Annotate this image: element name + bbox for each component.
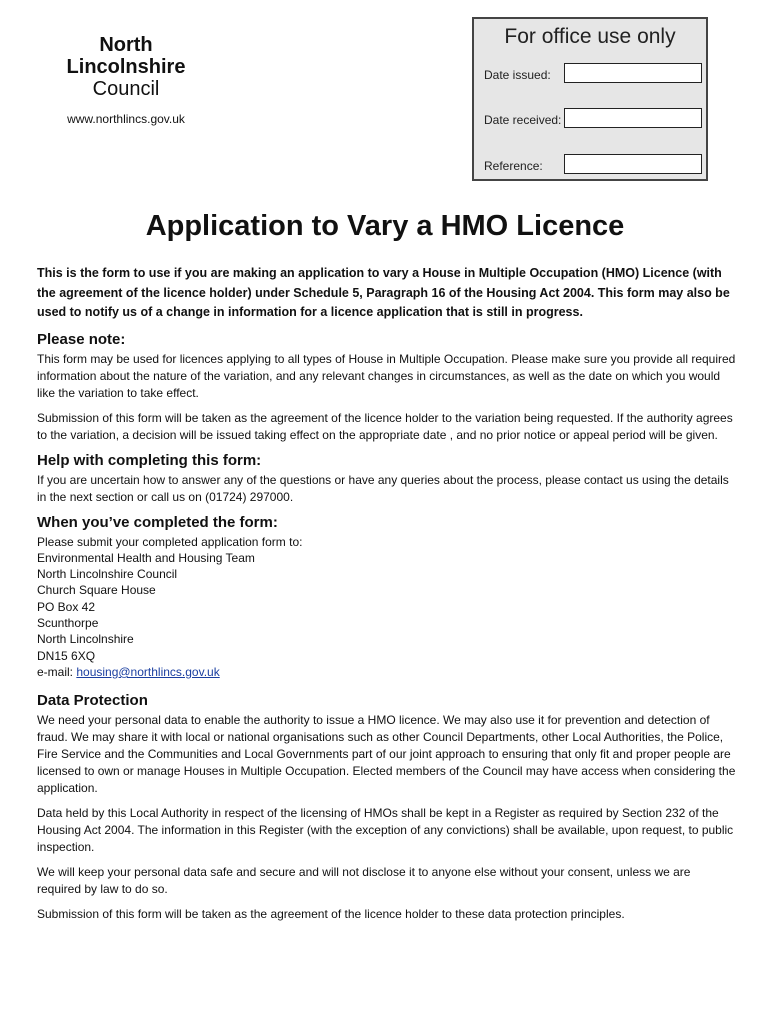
email-line bbox=[37, 664, 737, 680]
date-issued-field[interactable] bbox=[564, 63, 702, 83]
page-title: Application to Vary a HMO Licence bbox=[145, 210, 625, 242]
please-note-paragraph-1: This form may be used for licences applying to all types of House in Multiple Occupation. Please make sure you provide all required information about the nature of the variation, and any relevant changes in circumstances, as well as the date on which you would like the variation to take effect. bbox=[37, 351, 736, 400]
data-protection-paragraph-1: We need your personal data to enable the authority to issue a HMO licence. We may also use it for prevention and detection of fraud. We may share it with local or national organisations such as other Council Departments, other Local Authorities, the Police, Fire Service and the Communities and Local Governments part of our joint approach to ensuring that only fit and proper people are licensed to own or manage Houses in Multiple Occupation. Elected members of the Council may have access when considering the application. bbox=[37, 713, 736, 796]
date-received-field[interactable] bbox=[564, 108, 702, 128]
reference-field[interactable] bbox=[564, 154, 702, 174]
data-protection-heading: Data Protection bbox=[37, 692, 148, 710]
help-heading: Help with completing this form: bbox=[37, 451, 262, 469]
date-issued-label: Date issued: bbox=[484, 68, 551, 82]
logo-line-council: Council bbox=[92, 78, 160, 100]
email-label: e-mail: bbox=[37, 664, 77, 679]
form-content bbox=[37, 264, 737, 931]
help-paragraph: If you are uncertain how to answer any of the questions or have any queries about the process, please contact us using the details in the next section or call us on (01724) 297000. bbox=[37, 472, 729, 504]
logo-url: www.northlincs.gov.uk bbox=[67, 112, 185, 126]
logo-line-north: North bbox=[99, 34, 153, 56]
email-link[interactable]: housing@northlincs.gov.uk bbox=[76, 664, 220, 679]
data-protection-paragraph-4: Submission of this form will be taken as the agreement of the licence holder to these data protection principles. bbox=[37, 907, 625, 922]
office-use-box bbox=[472, 17, 708, 181]
address-line: PO Box 42 bbox=[37, 599, 96, 614]
postal-address bbox=[37, 534, 737, 681]
address-line: DN15 6XQ bbox=[37, 648, 96, 663]
completed-heading: When you’ve completed the form: bbox=[37, 513, 278, 531]
please-note-paragraph-2: Submission of this form will be taken as the agreement of the licence holder to the variation being requested. If the authority agrees to the variation, a decision will be issued taking effect on the appropriate date , and no prior notice or appeal period will be given. bbox=[37, 410, 733, 442]
address-line: Scunthorpe bbox=[37, 615, 99, 630]
council-logo bbox=[56, 34, 196, 126]
data-protection-paragraph-3: We will keep your personal data safe and secure and will not disclose it to anyone else without your consent, unless we are required by law to do so. bbox=[37, 865, 691, 897]
please-note-heading: Please note: bbox=[37, 330, 126, 348]
data-protection-paragraph-2: Data held by this Local Authority in respect of the licensing of HMOs shall be kept in a Register as required by Section 232 of the Housing Act 2004. The information in this Register (with the exception of any convictions) shall be available, upon request, to public inspection. bbox=[37, 806, 734, 855]
address-line: North Lincolnshire bbox=[37, 632, 134, 647]
address-line: North Lincolnshire Council bbox=[37, 567, 178, 582]
address-line: Environmental Health and Housing Team bbox=[37, 550, 255, 565]
address-line: Church Square House bbox=[37, 583, 156, 598]
intro-text: This is the form to use if you are making an application to vary a House in Multiple Occupation (HMO) Licence (with the agreement of the licence holder) under Schedule 5, Paragraph 16 of the Housing Act 2004. This form may also be used to notify us of a change in information for a licence application that is still in progress. bbox=[37, 266, 730, 319]
logo-line-lincolnshire: Lincolnshire bbox=[66, 56, 186, 78]
date-received-label: Date received: bbox=[484, 113, 562, 127]
address-line: Please submit your completed application form to: bbox=[37, 534, 303, 549]
reference-label: Reference: bbox=[484, 159, 543, 173]
office-use-title: For office use only bbox=[504, 25, 676, 48]
